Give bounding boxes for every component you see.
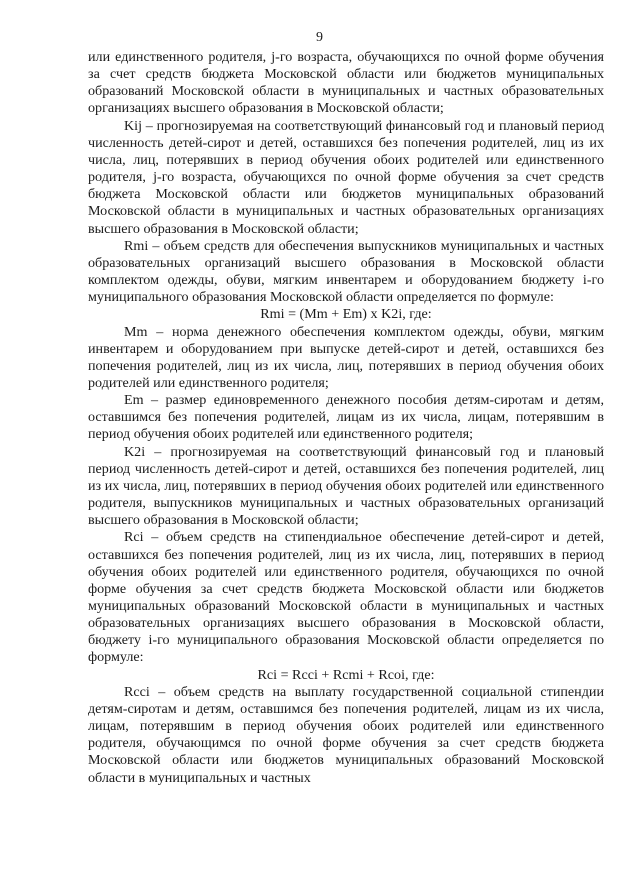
formula-rci: Rci = Rcci + Rcmi + Rcoi, где: <box>257 666 435 683</box>
paragraph-mm-definition: Mm – норма денежного обеспечения комплектом одежды, обуви, мягким инвентарем и оборудованием при выпуске детей-сирот и детей, оставшихся без попечения родителей, лиц из их числа, лиц, потерявших в период обучения обоих родителей или единственного родителя; <box>88 323 604 391</box>
paragraph-em-definition: Em – размер единовременного денежного пособия детям-сиротам и детям, оставшимся без попечения родителей, лицам из их числа, лицам, потерявшим в период обучения обоих родителей или единственного родителя; <box>88 392 604 443</box>
document-body <box>88 49 604 787</box>
formula-rmi: Rmi = (Mm + Em) x K2i, где: <box>260 306 432 323</box>
page-number: 9 <box>316 30 323 45</box>
paragraph-continuation: или единственного родителя, j-го возраста, обучающихся по очной форме обучения за счет средств бюджета Московской области или бюджетов муниципальных образований Московской области в муниципальных и частных образовательных организациях высшего образования в Московской области; <box>88 49 604 117</box>
paragraph-rci-definition: Rci – объем средств на стипендиальное обеспечение детей-сирот и детей, оставшихся без попечения родителей, лиц из их числа, лиц, потерявших в период обучения обоих родителей или единственного родителя, обучающихся по очной форме обучения за счет средств бюджета Московской области или бюджетов муниципальных образований Московской области в муниципальных и частных образовательных организациях высшего образования в Московской области, бюджету i-го муниципального образования Московской области определяется по формуле: <box>88 529 604 666</box>
paragraph-rcci-definition: Rcci – объем средств на выплату государственной социальной стипендии детям-сиротам и детям, оставшимся без попечения родителей, лицам из их числа, лицам, потерявшим в период обучения обоих родителей или единственного родителя, обучающимся по очной форме обучения за счет средств бюджета Московской области или бюджетов муниципальных образований Московской области в муниципальных и частных <box>88 683 604 786</box>
paragraph-kij-definition: Kij – прогнозируемая на соответствующий финансовый год и плановый период численность детей-сирот и детей, оставшихся без попечения родителей, лиц из их числа, лиц, потерявших в период обучения обоих родителей или единственного родителя, j-го возраста, обучающихся по очной форме обучения за счет средств бюджета Московской области или бюджетов муниципальных образований Московской области в муниципальных и частных образовательных организациях высшего образования в Московской области; <box>88 117 604 237</box>
paragraph-k2i-definition: K2i – прогнозируемая на соответствующий финансовый год и плановый период численность детей-сирот и детей, оставшихся без попечения родителей, лиц из их числа, лиц, потерявших в период обучения обоих родителей или единственного родителя, выпускников муниципальных и частных образовательных организаций высшего образования в Московской области; <box>88 443 604 529</box>
paragraph-rmi-definition: Rmi – объем средств для обеспечения выпускников муниципальных и частных образовательных организаций высшего образования в Московской области комплектом одежды, обуви, мягким инвентарем и оборудованием бюджету i-го муниципального образования Московской области определяется по формуле: <box>88 237 604 306</box>
